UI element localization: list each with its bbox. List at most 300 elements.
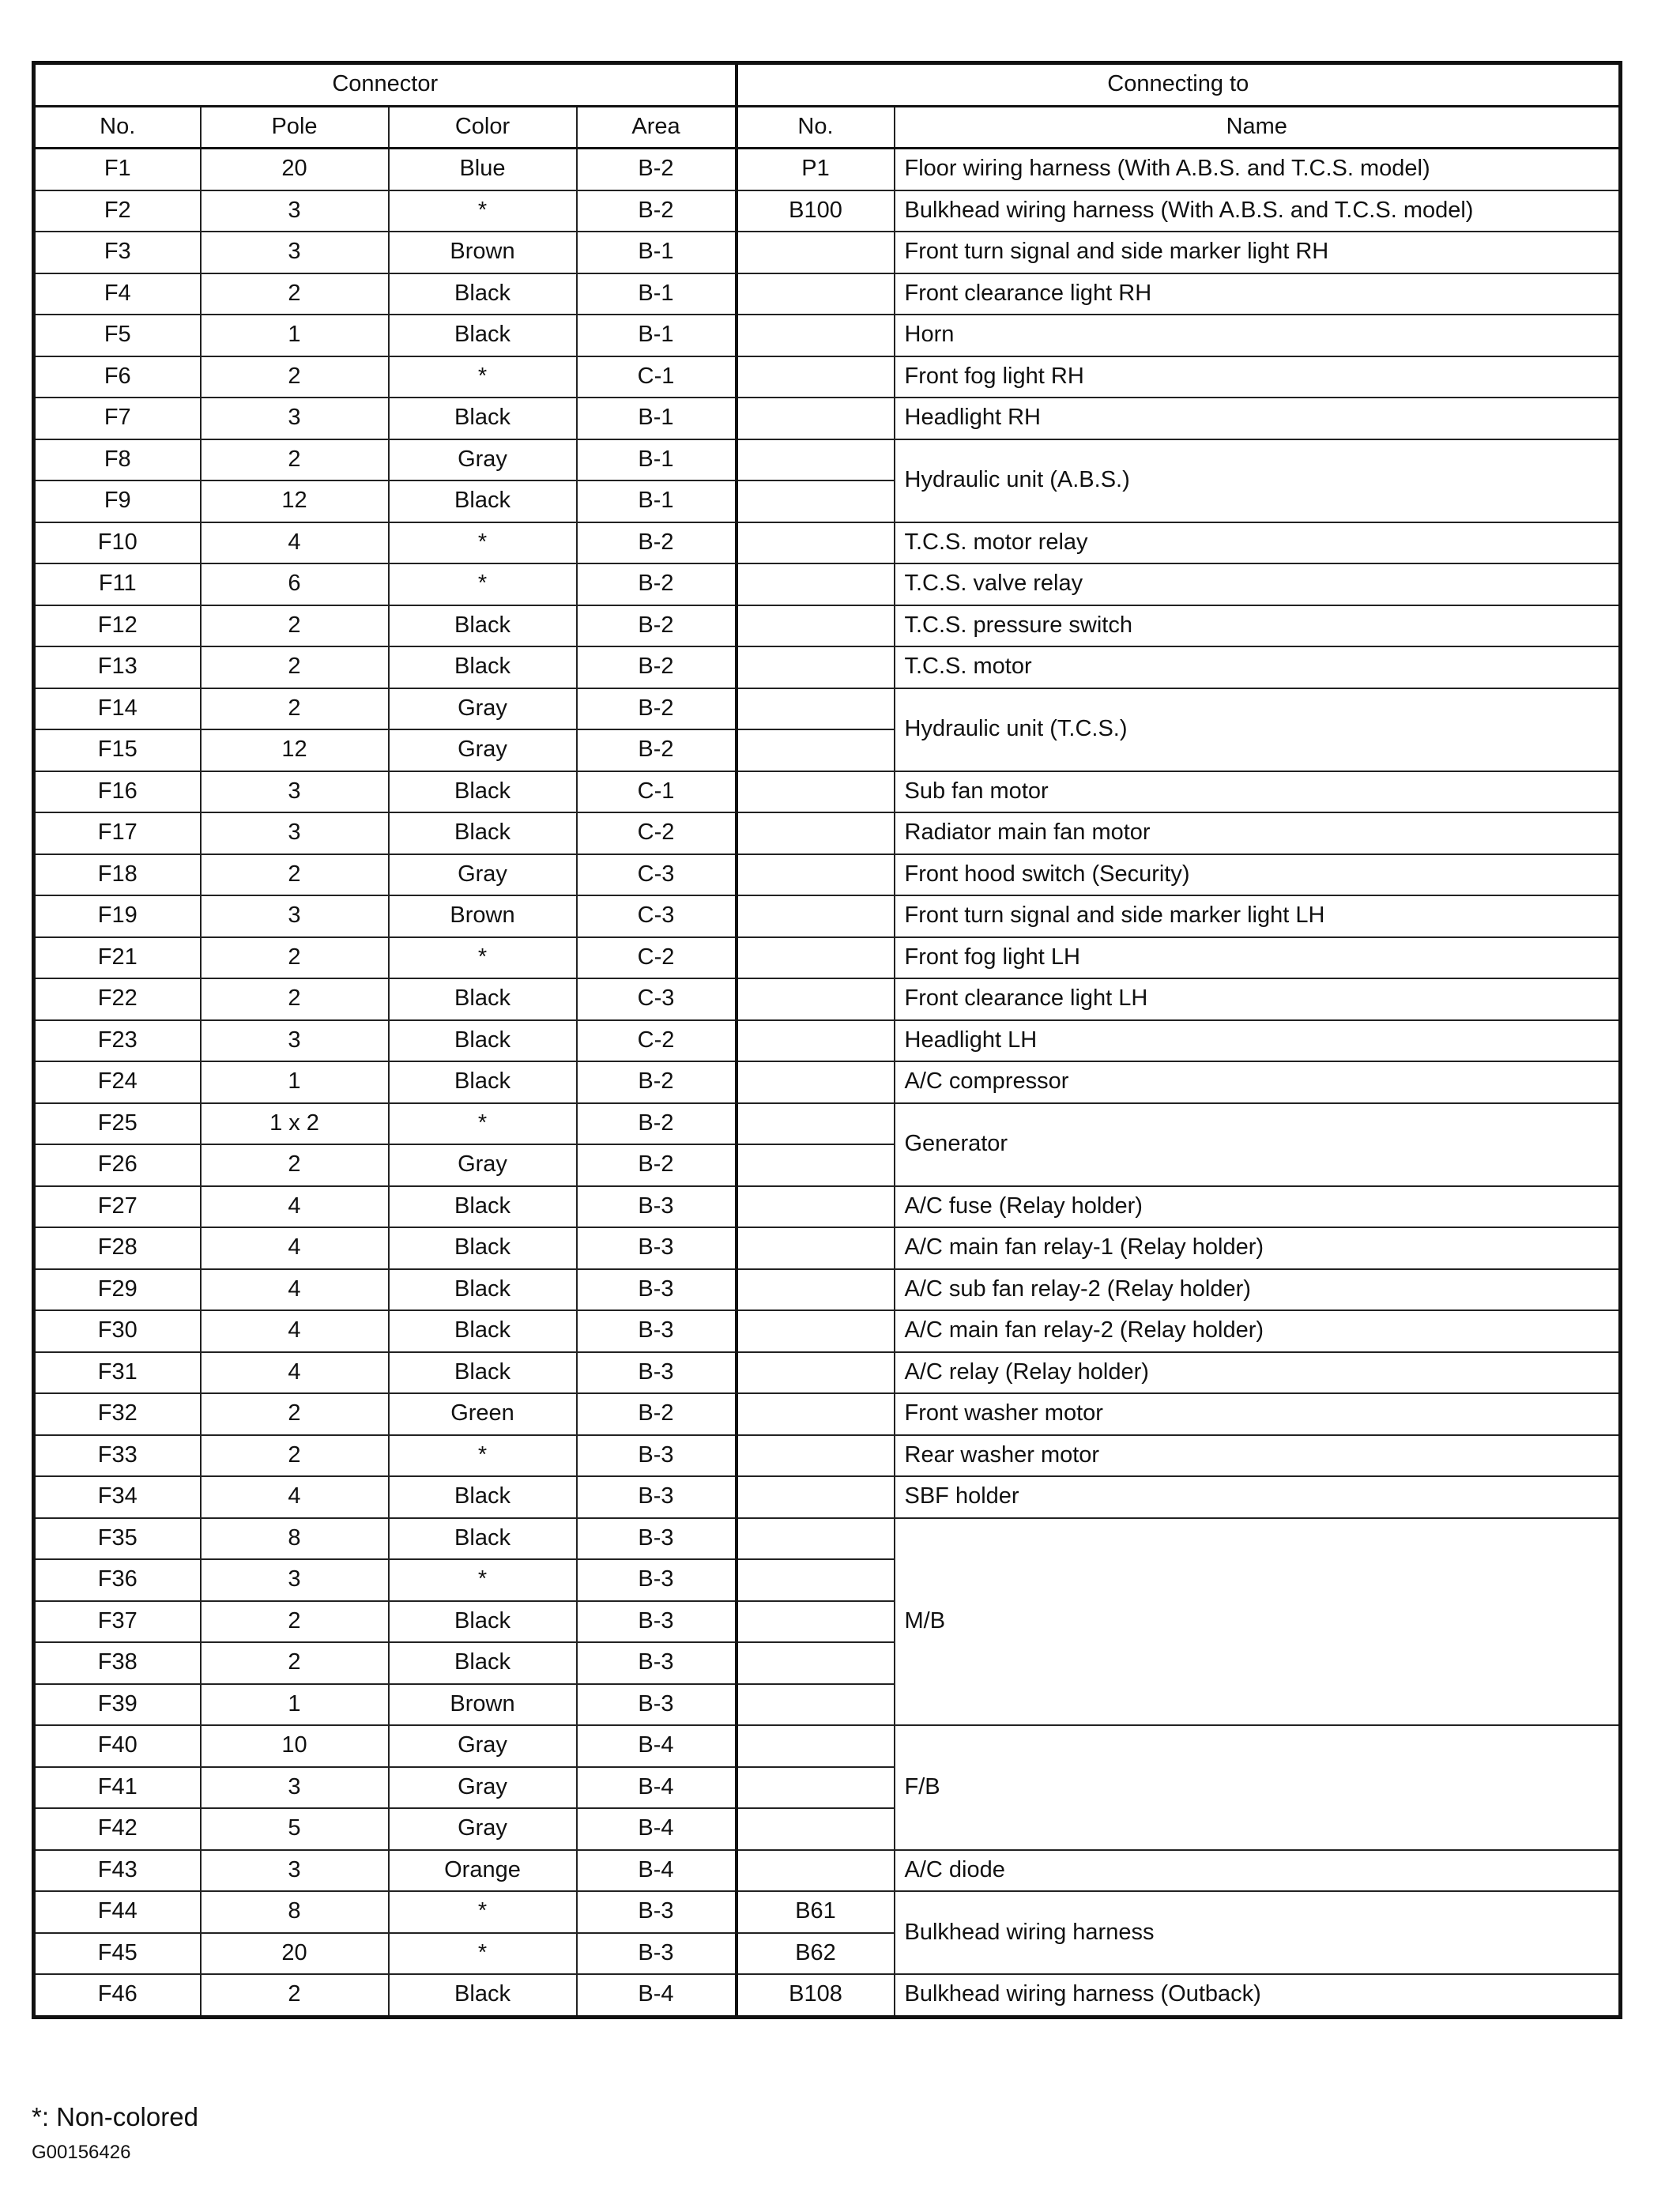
cell-name: Radiator main fan motor	[895, 812, 1621, 854]
cell-color: *	[389, 1559, 577, 1601]
cell-area: B-2	[577, 190, 737, 232]
cell-connecting-no	[737, 273, 895, 315]
cell-area: B-3	[577, 1476, 737, 1518]
cell-connector-no: F2	[34, 190, 201, 232]
cell-pole: 4	[201, 1310, 389, 1352]
cell-connecting-no	[737, 729, 895, 771]
cell-color: *	[389, 937, 577, 979]
connector-group-header: Connector	[34, 63, 737, 107]
cell-area: C-3	[577, 978, 737, 1020]
cell-area: B-2	[577, 1103, 737, 1145]
cell-area: B-3	[577, 1601, 737, 1643]
table-row	[34, 149, 1621, 190]
cell-color: Black	[389, 812, 577, 854]
cell-connector-no: F43	[34, 1850, 201, 1892]
cell-color: Gray	[389, 1808, 577, 1850]
table-row	[34, 771, 1621, 813]
cell-name: Bulkhead wiring harness (Outback)	[895, 1974, 1621, 2017]
cell-color: *	[389, 522, 577, 564]
cell-name: A/C diode	[895, 1850, 1621, 1892]
table-row	[34, 1061, 1621, 1103]
cell-connector-no: F3	[34, 232, 201, 273]
cell-connecting-no	[737, 688, 895, 730]
cell-connecting-no	[737, 605, 895, 647]
table-row	[34, 1103, 1621, 1145]
table-row	[34, 439, 1621, 481]
cell-area: B-1	[577, 480, 737, 522]
cell-connector-no: F41	[34, 1767, 201, 1809]
cell-name: Front fog light LH	[895, 937, 1621, 979]
cell-connecting-no	[737, 563, 895, 605]
table-row	[34, 1310, 1621, 1352]
cell-color: *	[389, 356, 577, 398]
cell-area: B-2	[577, 605, 737, 647]
cell-name: Front fog light RH	[895, 356, 1621, 398]
table-row	[34, 1393, 1621, 1435]
table-row	[34, 1891, 1621, 1933]
cell-connecting-no	[737, 1725, 895, 1767]
cell-area: C-2	[577, 812, 737, 854]
cell-connecting-no	[737, 1393, 895, 1435]
cell-connecting-no	[737, 315, 895, 356]
cell-connecting-no	[737, 1020, 895, 1062]
table-row	[34, 1352, 1621, 1394]
cell-name: Generator	[895, 1103, 1621, 1186]
cell-color: Blue	[389, 149, 577, 190]
connector-table	[32, 61, 1622, 2019]
cell-pole: 1 x 2	[201, 1103, 389, 1145]
cell-pole: 5	[201, 1808, 389, 1850]
cell-connecting-no	[737, 937, 895, 979]
cell-color: Black	[389, 1642, 577, 1684]
cell-connecting-no	[737, 646, 895, 688]
cell-connecting-no	[737, 895, 895, 937]
cell-pole: 1	[201, 315, 389, 356]
cell-connecting-no	[737, 1269, 895, 1311]
cell-area: C-3	[577, 895, 737, 937]
cell-color: Black	[389, 1518, 577, 1560]
cell-area: B-1	[577, 439, 737, 481]
cell-connector-no: F37	[34, 1601, 201, 1643]
cell-connecting-no	[737, 232, 895, 273]
cell-connecting-no	[737, 356, 895, 398]
cell-area: B-2	[577, 646, 737, 688]
cell-area: B-3	[577, 1269, 737, 1311]
cell-name: Rear washer motor	[895, 1435, 1621, 1477]
cell-color: Brown	[389, 232, 577, 273]
cell-color: Black	[389, 1186, 577, 1228]
cell-color: Black	[389, 1310, 577, 1352]
cell-connector-no: F6	[34, 356, 201, 398]
cell-color: Black	[389, 605, 577, 647]
cell-connector-no: F8	[34, 439, 201, 481]
cell-area: C-1	[577, 771, 737, 813]
cell-connecting-no	[737, 1061, 895, 1103]
cell-connecting-no	[737, 978, 895, 1020]
cell-name: Front hood switch (Security)	[895, 854, 1621, 896]
cell-name: A/C fuse (Relay holder)	[895, 1186, 1621, 1228]
cell-connecting-no	[737, 1310, 895, 1352]
cell-connector-no: F25	[34, 1103, 201, 1145]
cell-name: Bulkhead wiring harness	[895, 1891, 1621, 1974]
cell-pole: 2	[201, 1642, 389, 1684]
cell-name: Floor wiring harness (With A.B.S. and T.C.S. model)	[895, 149, 1621, 190]
cell-pole: 2	[201, 978, 389, 1020]
cell-connecting-no: B100	[737, 190, 895, 232]
cell-color: Gray	[389, 854, 577, 896]
cell-color: Black	[389, 315, 577, 356]
cell-area: B-3	[577, 1227, 737, 1269]
cell-connecting-no	[737, 398, 895, 439]
cell-area: B-3	[577, 1352, 737, 1394]
cell-area: B-2	[577, 149, 737, 190]
cell-pole: 2	[201, 688, 389, 730]
cell-pole: 12	[201, 480, 389, 522]
cell-color: Green	[389, 1393, 577, 1435]
cell-connecting-no	[737, 1850, 895, 1892]
cell-pole: 2	[201, 356, 389, 398]
cell-pole: 10	[201, 1725, 389, 1767]
cell-name: A/C sub fan relay-2 (Relay holder)	[895, 1269, 1621, 1311]
cell-connector-no: F46	[34, 1974, 201, 2017]
cell-connector-no: F21	[34, 937, 201, 979]
cell-pole: 4	[201, 1227, 389, 1269]
cell-name: Front clearance light RH	[895, 273, 1621, 315]
table-row	[34, 1186, 1621, 1228]
cell-color: Black	[389, 1974, 577, 2017]
cell-color: *	[389, 1435, 577, 1477]
table-row	[34, 315, 1621, 356]
cell-color: Black	[389, 1061, 577, 1103]
cell-pole: 4	[201, 1269, 389, 1311]
cell-connector-no: F17	[34, 812, 201, 854]
cell-connector-no: F16	[34, 771, 201, 813]
cell-area: B-4	[577, 1974, 737, 2017]
cell-name: Sub fan motor	[895, 771, 1621, 813]
cell-name: Front turn signal and side marker light LH	[895, 895, 1621, 937]
cell-area: B-1	[577, 315, 737, 356]
table-row	[34, 854, 1621, 896]
cell-pole: 2	[201, 273, 389, 315]
table-row	[34, 232, 1621, 273]
cell-name: Headlight LH	[895, 1020, 1621, 1062]
cell-pole: 2	[201, 937, 389, 979]
cell-connector-no: F13	[34, 646, 201, 688]
cell-pole: 6	[201, 563, 389, 605]
cell-area: C-1	[577, 356, 737, 398]
cell-area: B-2	[577, 522, 737, 564]
cell-pole: 2	[201, 1144, 389, 1186]
footnote: *: Non-colored	[32, 2102, 198, 2131]
table-row	[34, 937, 1621, 979]
cell-area: B-4	[577, 1850, 737, 1892]
cell-area: B-3	[577, 1684, 737, 1726]
cell-pole: 2	[201, 439, 389, 481]
table-row	[34, 1020, 1621, 1062]
cell-area: B-3	[577, 1435, 737, 1477]
cell-connector-no: F27	[34, 1186, 201, 1228]
cell-name: M/B	[895, 1518, 1621, 1726]
cell-name: A/C compressor	[895, 1061, 1621, 1103]
cell-connecting-no	[737, 1352, 895, 1394]
cell-color: Gray	[389, 439, 577, 481]
cell-area: C-3	[577, 854, 737, 896]
cell-pole: 3	[201, 1767, 389, 1809]
cell-connector-no: F5	[34, 315, 201, 356]
table-row	[34, 398, 1621, 439]
cell-name: T.C.S. pressure switch	[895, 605, 1621, 647]
cell-color: Black	[389, 1601, 577, 1643]
table-row	[34, 1435, 1621, 1477]
table-row	[34, 1850, 1621, 1892]
cell-name: F/B	[895, 1725, 1621, 1850]
cell-area: B-1	[577, 273, 737, 315]
cell-pole: 2	[201, 854, 389, 896]
cell-connecting-no	[737, 480, 895, 522]
cell-name: Horn	[895, 315, 1621, 356]
cell-pole: 20	[201, 1933, 389, 1975]
cell-name: Front clearance light LH	[895, 978, 1621, 1020]
cell-pole: 3	[201, 1850, 389, 1892]
cell-connector-no: F9	[34, 480, 201, 522]
cell-color: Black	[389, 1352, 577, 1394]
cell-pole: 20	[201, 149, 389, 190]
cell-connecting-no: B108	[737, 1974, 895, 2017]
cell-pole: 12	[201, 729, 389, 771]
cell-connecting-no: P1	[737, 149, 895, 190]
cell-pole: 3	[201, 895, 389, 937]
cell-connector-no: F38	[34, 1642, 201, 1684]
cell-connector-no: F30	[34, 1310, 201, 1352]
cell-connecting-no: B62	[737, 1933, 895, 1975]
cell-connector-no: F36	[34, 1559, 201, 1601]
cell-area: B-3	[577, 1891, 737, 1933]
table-body	[34, 149, 1621, 2018]
cell-name: A/C relay (Relay holder)	[895, 1352, 1621, 1394]
table-row	[34, 646, 1621, 688]
cell-connector-no: F14	[34, 688, 201, 730]
cell-color: Gray	[389, 1725, 577, 1767]
cell-pole: 8	[201, 1518, 389, 1560]
cell-color: *	[389, 1891, 577, 1933]
table-row	[34, 688, 1621, 730]
cell-connector-no: F42	[34, 1808, 201, 1850]
cell-area: B-4	[577, 1725, 737, 1767]
cell-area: B-3	[577, 1642, 737, 1684]
figure-id: G00156426	[32, 2142, 131, 2163]
cell-area: B-2	[577, 1144, 737, 1186]
cell-connector-no: F11	[34, 563, 201, 605]
cell-area: B-3	[577, 1186, 737, 1228]
cell-color: Gray	[389, 1144, 577, 1186]
cell-connector-no: F29	[34, 1269, 201, 1311]
cell-name: SBF holder	[895, 1476, 1621, 1518]
cell-color: Gray	[389, 729, 577, 771]
cell-pole: 2	[201, 1601, 389, 1643]
cell-name: Headlight RH	[895, 398, 1621, 439]
table-row	[34, 978, 1621, 1020]
cell-connector-no: F15	[34, 729, 201, 771]
cell-connecting-no	[737, 1601, 895, 1643]
cell-connector-no: F22	[34, 978, 201, 1020]
table-row	[34, 273, 1621, 315]
cell-connector-no: F12	[34, 605, 201, 647]
cell-area: B-2	[577, 563, 737, 605]
cell-area: B-1	[577, 232, 737, 273]
cell-color: *	[389, 563, 577, 605]
table-row	[34, 812, 1621, 854]
cell-connecting-no	[737, 771, 895, 813]
cell-color: Black	[389, 1269, 577, 1311]
cell-connector-no: F23	[34, 1020, 201, 1062]
cell-color: Black	[389, 646, 577, 688]
cell-color: Black	[389, 978, 577, 1020]
cell-connector-no: F34	[34, 1476, 201, 1518]
column-header-no: No.	[34, 106, 201, 149]
table-row	[34, 1518, 1621, 1560]
cell-connecting-no	[737, 1518, 895, 1560]
table-row	[34, 356, 1621, 398]
cell-connector-no: F31	[34, 1352, 201, 1394]
cell-name: T.C.S. motor	[895, 646, 1621, 688]
cell-name: Front washer motor	[895, 1393, 1621, 1435]
connecting-to-group-header: Connecting to	[737, 63, 1621, 107]
cell-pole: 4	[201, 1352, 389, 1394]
cell-color: Black	[389, 273, 577, 315]
cell-pole: 1	[201, 1684, 389, 1726]
cell-color: Brown	[389, 1684, 577, 1726]
cell-pole: 3	[201, 398, 389, 439]
cell-connector-no: F32	[34, 1393, 201, 1435]
cell-pole: 4	[201, 1476, 389, 1518]
cell-area: B-2	[577, 729, 737, 771]
cell-name: T.C.S. valve relay	[895, 563, 1621, 605]
cell-connector-no: F1	[34, 149, 201, 190]
cell-name: Front turn signal and side marker light RH	[895, 232, 1621, 273]
cell-connector-no: F7	[34, 398, 201, 439]
cell-pole: 3	[201, 1559, 389, 1601]
cell-color: Gray	[389, 1767, 577, 1809]
table-row	[34, 1725, 1621, 1767]
cell-connecting-no	[737, 1435, 895, 1477]
cell-color: Black	[389, 771, 577, 813]
cell-color: Brown	[389, 895, 577, 937]
cell-pole: 2	[201, 1435, 389, 1477]
cell-pole: 2	[201, 1974, 389, 2017]
cell-connecting-no	[737, 1808, 895, 1850]
cell-area: B-4	[577, 1767, 737, 1809]
table-row	[34, 605, 1621, 647]
column-header-area: Area	[577, 106, 737, 149]
cell-connector-no: F39	[34, 1684, 201, 1726]
cell-name: Bulkhead wiring harness (With A.B.S. and T.C.S. model)	[895, 190, 1621, 232]
cell-connector-no: F26	[34, 1144, 201, 1186]
table-row	[34, 563, 1621, 605]
cell-connecting-no	[737, 1103, 895, 1145]
cell-connecting-no	[737, 812, 895, 854]
cell-name: T.C.S. motor relay	[895, 522, 1621, 564]
cell-area: C-2	[577, 1020, 737, 1062]
cell-area: B-3	[577, 1933, 737, 1975]
cell-color: *	[389, 1933, 577, 1975]
cell-connecting-no	[737, 439, 895, 481]
cell-area: B-1	[577, 398, 737, 439]
cell-connector-no: F33	[34, 1435, 201, 1477]
cell-name: A/C main fan relay-2 (Relay holder)	[895, 1310, 1621, 1352]
cell-connector-no: F4	[34, 273, 201, 315]
cell-connector-no: F35	[34, 1518, 201, 1560]
column-header-connecting-no: No.	[737, 106, 895, 149]
cell-name: A/C main fan relay-1 (Relay holder)	[895, 1227, 1621, 1269]
table-row	[34, 1476, 1621, 1518]
cell-color: *	[389, 1103, 577, 1145]
column-header-color: Color	[389, 106, 577, 149]
cell-area: B-2	[577, 1393, 737, 1435]
cell-pole: 2	[201, 646, 389, 688]
cell-connector-no: F24	[34, 1061, 201, 1103]
cell-connector-no: F45	[34, 1933, 201, 1975]
cell-area: B-2	[577, 688, 737, 730]
cell-pole: 2	[201, 1393, 389, 1435]
column-header-pole: Pole	[201, 106, 389, 149]
cell-name: Hydraulic unit (A.B.S.)	[895, 439, 1621, 522]
table-row	[34, 1974, 1621, 2017]
column-header-name: Name	[895, 106, 1621, 149]
table-row	[34, 895, 1621, 937]
cell-connecting-no	[737, 1476, 895, 1518]
table-row	[34, 1269, 1621, 1311]
cell-area: B-3	[577, 1310, 737, 1352]
table-row	[34, 190, 1621, 232]
cell-connecting-no	[737, 1559, 895, 1601]
cell-area: B-4	[577, 1808, 737, 1850]
cell-connecting-no	[737, 522, 895, 564]
cell-pole: 4	[201, 1186, 389, 1228]
cell-connecting-no	[737, 1186, 895, 1228]
cell-area: B-3	[577, 1518, 737, 1560]
cell-connecting-no	[737, 1144, 895, 1186]
cell-color: *	[389, 190, 577, 232]
cell-connector-no: F44	[34, 1891, 201, 1933]
cell-pole: 3	[201, 232, 389, 273]
cell-pole: 8	[201, 1891, 389, 1933]
cell-pole: 3	[201, 1020, 389, 1062]
cell-color: Gray	[389, 688, 577, 730]
cell-area: B-3	[577, 1559, 737, 1601]
cell-connector-no: F19	[34, 895, 201, 937]
cell-connecting-no	[737, 1227, 895, 1269]
cell-color: Black	[389, 1476, 577, 1518]
cell-area: C-2	[577, 937, 737, 979]
cell-connecting-no	[737, 1767, 895, 1809]
cell-connector-no: F40	[34, 1725, 201, 1767]
cell-area: B-2	[577, 1061, 737, 1103]
cell-color: Black	[389, 398, 577, 439]
cell-color: Black	[389, 480, 577, 522]
cell-connecting-no	[737, 1684, 895, 1726]
table-row	[34, 1227, 1621, 1269]
cell-pole: 3	[201, 771, 389, 813]
cell-pole: 1	[201, 1061, 389, 1103]
cell-pole: 3	[201, 190, 389, 232]
table-row	[34, 522, 1621, 564]
cell-connecting-no	[737, 1642, 895, 1684]
cell-connecting-no	[737, 854, 895, 896]
cell-connecting-no: B61	[737, 1891, 895, 1933]
cell-color: Black	[389, 1020, 577, 1062]
cell-pole: 3	[201, 812, 389, 854]
cell-pole: 4	[201, 522, 389, 564]
